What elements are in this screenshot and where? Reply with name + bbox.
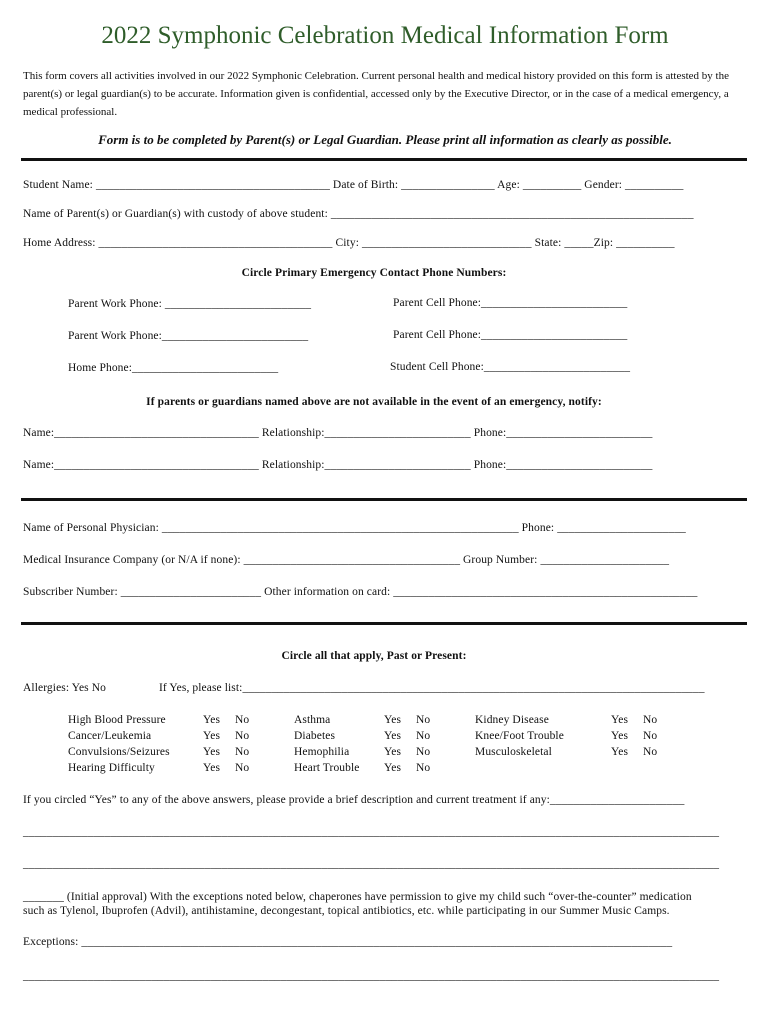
allergies-list-line[interactable]: If Yes, please list:_______________________________________________________________________________ <box>159 682 705 694</box>
intro-paragraph: This form covers all activities involved in our 2022 Symphonic Celebration. Current personal health and medical history provided on this form is attested by the parent(s) or legal guardian(s) to be accurate. Information given is confidential, accessed only by the Executive Director, or in the case of a medical emergency, a medical professional. <box>23 70 729 118</box>
condition-label: Musculoskeletal <box>475 746 552 758</box>
parent-cell-phone-1[interactable]: Parent Cell Phone:_________________________ <box>393 297 628 309</box>
initial-approval-line[interactable]: _______ (Initial approval) With the exceptions noted below, chaperones have permission to give my child such “over-the-counter” medication <box>23 891 692 903</box>
no-option[interactable]: No <box>643 746 658 758</box>
yes-option[interactable]: Yes <box>384 762 402 774</box>
home-phone[interactable]: Home Phone:_________________________ <box>68 362 279 374</box>
treatment-description-line[interactable]: If you circled “Yes” to any of the above answers, please provide a brief description and current treatment if any:_______________________ <box>23 794 685 806</box>
form-title: 2022 Symphonic Celebration Medical Information Form <box>101 22 669 49</box>
yes-option[interactable]: Yes <box>384 746 402 758</box>
yes-option[interactable]: Yes <box>611 746 629 758</box>
no-option[interactable]: No <box>416 714 431 726</box>
yes-option[interactable]: Yes <box>384 714 402 726</box>
allergies-yes-no[interactable]: Allergies: Yes No <box>23 682 106 694</box>
yes-option[interactable]: Yes <box>203 730 221 742</box>
exceptions-line[interactable]: Exceptions: _____________________________________________________________________________________________________ <box>23 936 673 948</box>
emergency-contact-2[interactable]: Name:___________________________________ Relationship:_________________________ Phone:_________________________ <box>23 459 653 471</box>
condition-label: High Blood Pressure <box>68 714 166 726</box>
no-option[interactable]: No <box>235 730 250 742</box>
condition-label: Diabetes <box>294 730 336 742</box>
emergency-contact-1[interactable]: Name:___________________________________ Relationship:_________________________ Phone:_________________________ <box>23 427 653 439</box>
yes-option[interactable]: Yes <box>203 714 221 726</box>
parent-name-line[interactable]: Name of Parent(s) or Guardian(s) with custody of above student: ______________________________________________________________ <box>23 208 694 220</box>
no-option[interactable]: No <box>643 714 658 726</box>
student-cell-phone[interactable]: Student Cell Phone:_________________________ <box>390 361 631 373</box>
instructions: Form is to be completed by Parent(s) or Legal Guardian. Please print all information as clearly as possible. <box>98 132 672 147</box>
yes-option[interactable]: Yes <box>611 730 629 742</box>
yes-option[interactable]: Yes <box>203 746 221 758</box>
no-option[interactable]: No <box>643 730 658 742</box>
condition-label: Asthma <box>294 714 331 726</box>
blank-line[interactable]: _______________________________________________________________________________________________________________________ <box>23 858 720 870</box>
parent-work-phone-2[interactable]: Parent Work Phone:_________________________ <box>68 330 309 342</box>
parent-cell-phone-2[interactable]: Parent Cell Phone:_________________________ <box>393 329 628 341</box>
condition-label: Hearing Difficulty <box>68 762 155 774</box>
notify-heading: If parents or guardians named above are not available in the event of an emergency, notify: <box>146 396 602 408</box>
initial-approval-text: such as Tylenol, Ibuprofen (Advil), antihistamine, decongestant, topical antibiotics, etc. while participating in our Summer Music Camps. <box>23 905 670 917</box>
no-option[interactable]: No <box>235 714 250 726</box>
condition-label: Cancer/Leukemia <box>68 730 152 742</box>
condition-label: Heart Trouble <box>294 762 360 774</box>
home-address-line[interactable]: Home Address: ________________________________________ City: _____________________________ State: _____Zip: __________ <box>23 237 675 249</box>
insurance-line[interactable]: Medical Insurance Company (or N/A if none): _____________________________________ Group Number: ______________________ <box>23 554 670 566</box>
no-option[interactable]: No <box>416 746 431 758</box>
yes-option[interactable]: Yes <box>611 714 629 726</box>
student-info-line[interactable]: Student Name: ________________________________________ Date of Birth: ________________ Age: __________ Gender: __________ <box>23 179 684 191</box>
phones-heading: Circle Primary Emergency Contact Phone Numbers: <box>241 267 507 279</box>
no-option[interactable]: No <box>235 762 250 774</box>
yes-option[interactable]: Yes <box>203 762 221 774</box>
condition-label: Kidney Disease <box>475 714 549 726</box>
condition-label: Convulsions/Seizures <box>68 746 170 758</box>
no-option[interactable]: No <box>235 746 250 758</box>
conditions-heading: Circle all that apply, Past or Present: <box>281 650 467 662</box>
divider-2 <box>21 498 747 501</box>
blank-line[interactable]: _______________________________________________________________________________________________________________________ <box>23 970 720 982</box>
parent-work-phone-1[interactable]: Parent Work Phone: _________________________ <box>68 298 312 310</box>
yes-option[interactable]: Yes <box>384 730 402 742</box>
subscriber-line[interactable]: Subscriber Number: ________________________ Other information on card: ____________________________________________________ <box>23 586 698 598</box>
no-option[interactable]: No <box>416 730 431 742</box>
physician-line[interactable]: Name of Personal Physician: _____________________________________________________________ Phone: ______________________ <box>23 522 686 534</box>
divider-3 <box>21 622 747 625</box>
condition-label: Hemophilia <box>294 746 350 758</box>
divider-1 <box>21 158 747 161</box>
blank-line[interactable]: _______________________________________________________________________________________________________________________ <box>23 826 720 838</box>
condition-label: Knee/Foot Trouble <box>475 730 564 742</box>
no-option[interactable]: No <box>416 762 431 774</box>
